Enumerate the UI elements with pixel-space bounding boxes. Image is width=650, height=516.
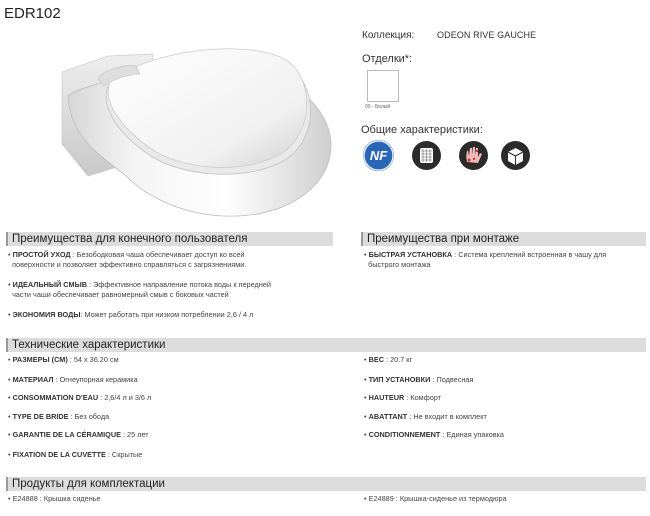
- list-item: • ЭКОНОМИЯ ВОДЫ: Может работать при низком потреблении 2,6 / 4 л: [8, 310, 254, 319]
- finishes-title: Отделки*:: [362, 53, 413, 65]
- collection-value: ODEON RIVE GAUCHE: [437, 30, 537, 40]
- section-user-benefits-title: Преимущества для конечного пользователя: [6, 232, 333, 246]
- list-item: • МАТЕРИАЛ : Огнеупорная керамика: [8, 375, 138, 384]
- list-item: • GARANTIE DE LA CÉRAMIQUE : 25 лет: [8, 430, 149, 439]
- section-install-benefits-title: Преимущества при монтаже: [361, 232, 646, 246]
- list-item: • FIXATION DE LA CUVETTE : Скрытые: [8, 450, 143, 459]
- bowl-mesh-icon: [411, 140, 442, 171]
- list-item: • HAUTEUR : Комфорт: [364, 393, 441, 402]
- product-code: EDR102: [4, 5, 61, 22]
- list-item: • БЫСТРАЯ УСТАНОВКА : Система креплений встроенная в чашу для быстрого монтажа: [364, 250, 607, 269]
- collection-label: Коллекция:: [362, 30, 415, 41]
- toilet-product-image: [48, 26, 348, 228]
- accessory-item-right: • E24889 : Крышка-сиденье из термодюра: [364, 494, 507, 503]
- list-item: • ИДЕАЛЬНЫЙ СМЫВ : Эффективное направление потока воды к передней части чаши обеспечивает равномерный смыв с боковых частей: [8, 280, 271, 299]
- general-characteristics-title: Общие характеристики:: [361, 124, 483, 136]
- section-accessories-title: Продукты для комплектации: [6, 477, 646, 491]
- list-item: • ПРОСТОЙ УХОД : Безободковая чаша обеспечивает доступ ко всей поверхности и позволяет эффективно справляться с загрязнениями.: [8, 250, 247, 269]
- nf-certification-icon: [363, 140, 394, 171]
- list-item: • ABATTANT : Не входит в комплект: [364, 412, 487, 421]
- list-item: • TYPE DE BRIDE : Без обода: [8, 412, 110, 421]
- list-item: • CONDITIONNEMENT : Единая упаковка: [364, 430, 504, 439]
- list-item: • ТИП УСТАНОВКИ : Подвесная: [364, 375, 474, 384]
- nf-logo-text: NF: [369, 148, 388, 163]
- finish-swatch-caption: 00 - Белый: [365, 104, 391, 110]
- list-item: • CONSOMMATION D'EAU : 2,6/4 л и 3/6 л: [8, 393, 152, 402]
- list-item: • ВЕС : 20.7 кг: [364, 355, 413, 364]
- section-tech-title: Технические характеристики: [6, 338, 646, 352]
- list-item: • РАЗМЕРЫ (СМ) : 54 x 36.20 см: [8, 355, 119, 364]
- package-box-icon: [500, 140, 531, 171]
- hygiene-hand-icon: [458, 140, 489, 171]
- accessory-item-left: • E24888 : Крышка сиденье: [8, 494, 101, 503]
- finish-swatch-white[interactable]: [367, 70, 399, 102]
